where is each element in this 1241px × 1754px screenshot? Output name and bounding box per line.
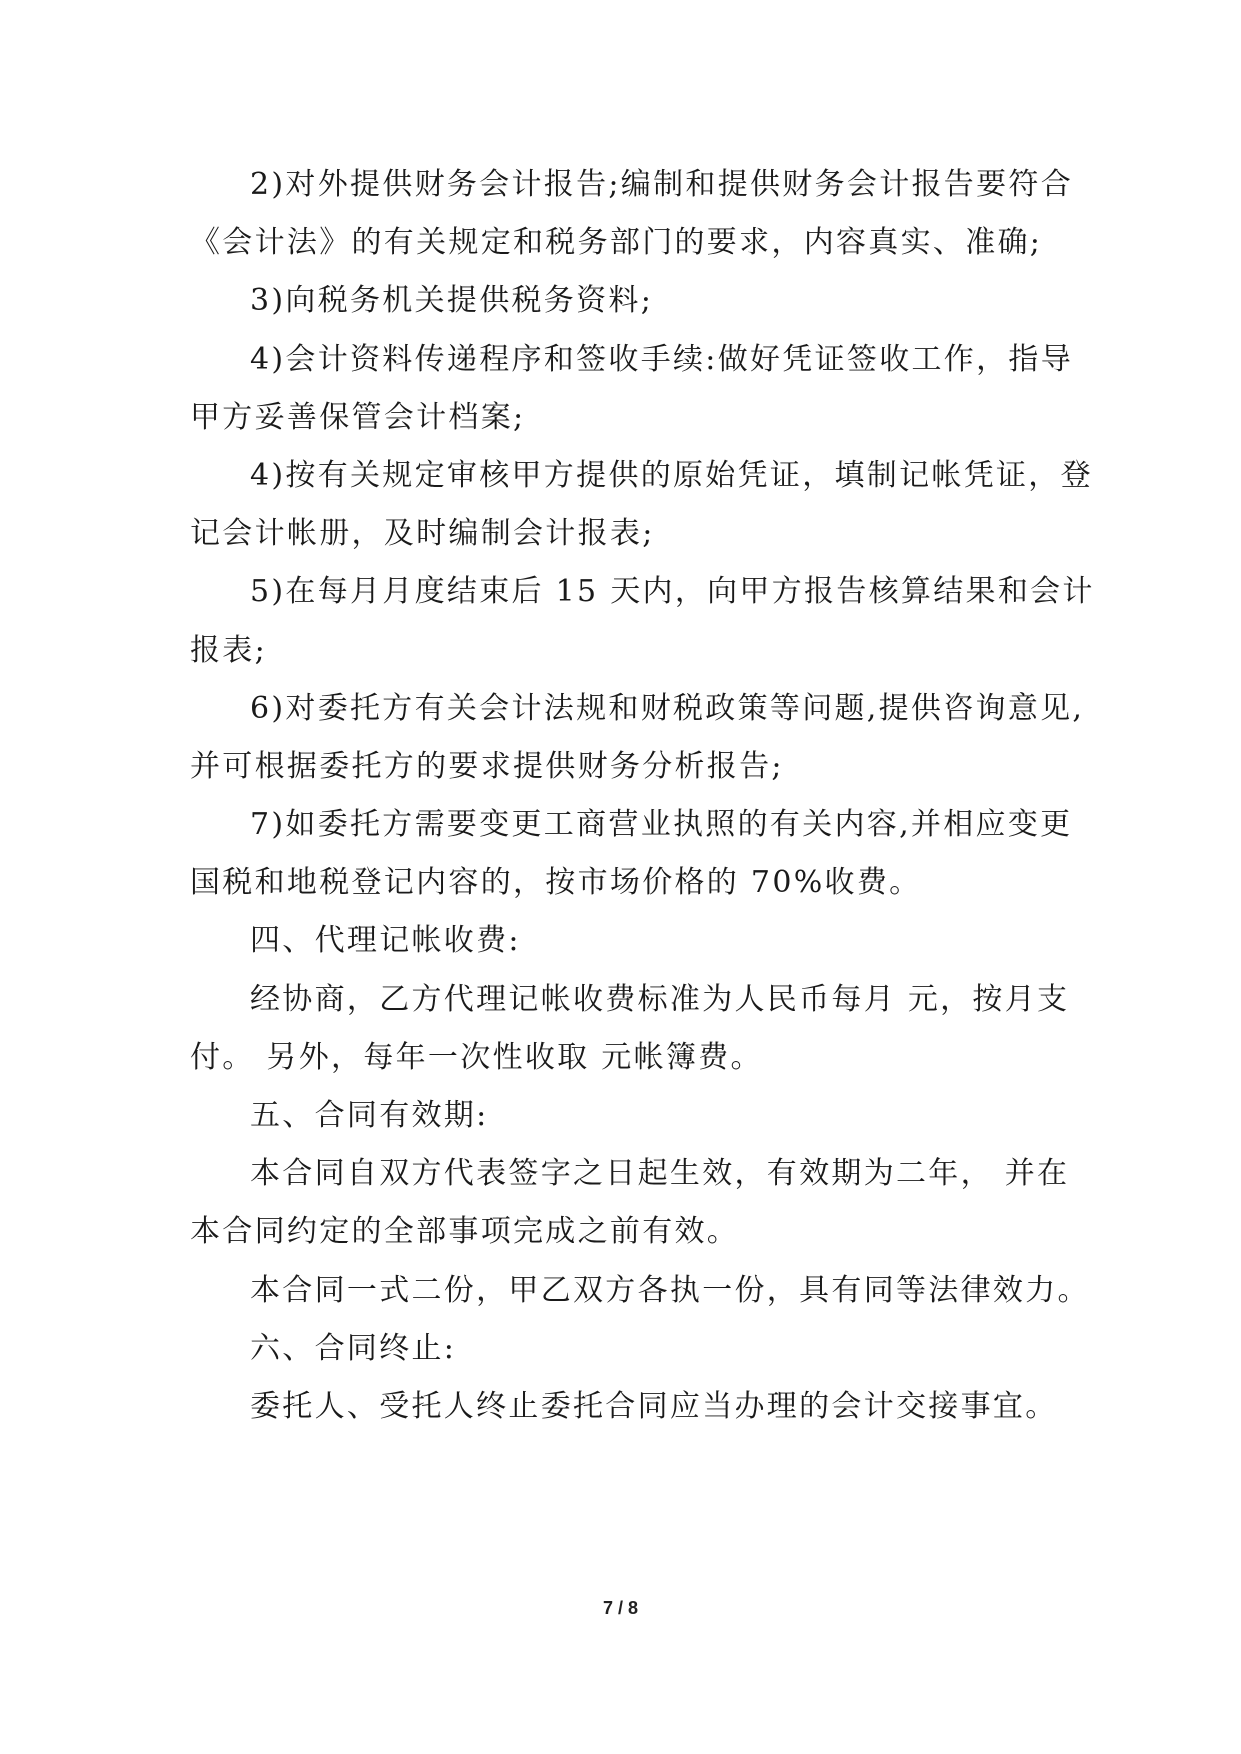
text-line: 《会计法》的有关规定和税务部门的要求，内容真实、准确; bbox=[190, 225, 1043, 261]
text-line: 4)会计资料传递程序和签收手续:做好凭证签收工作，指导 bbox=[250, 341, 1073, 377]
text-line: 本合同自双方代表签字之日起生效，有效期为二年， 并在 bbox=[250, 1156, 1070, 1192]
text-line: 记会计帐册，及时编制会计报表; bbox=[190, 516, 655, 552]
text-line: 本合同一式二份，甲乙双方各执一份，具有同等法律效力。 bbox=[250, 1272, 1090, 1308]
section-heading: 五、合同有效期: bbox=[250, 1098, 489, 1133]
page-number: 7 / 8 bbox=[602, 1598, 639, 1618]
text-line: 并可根据委托方的要求提供财务分析报告; bbox=[190, 748, 784, 784]
text-line: 3)向税务机关提供税务资料; bbox=[250, 283, 654, 319]
text-line: 付。 另外，每年一次性收取 元帐簿费。 bbox=[190, 1039, 763, 1075]
text-line: 6)对委托方有关会计法规和财税政策等问题,提供咨询意见, bbox=[250, 690, 1085, 726]
text-line: 本合同约定的全部事项完成之前有效。 bbox=[190, 1214, 740, 1250]
text-line: 经协商，乙方代理记帐收费标准为人民币每月 元，按月支 bbox=[250, 981, 1070, 1017]
document-body bbox=[190, 156, 1095, 1436]
section-heading: 六、合同终止: bbox=[250, 1330, 457, 1366]
text-line: 委托人、受托人终止委托合同应当办理的会计交接事宜。 bbox=[250, 1388, 1058, 1424]
text-line: 4)按有关规定审核甲方提供的原始凭证，填制记帐凭证，登 bbox=[250, 457, 1093, 493]
text-line: 7)如委托方需要变更工商营业执照的有关内容,并相应变更 bbox=[250, 807, 1073, 843]
text-line: 5)在每月月度结束后 15 天内，向甲方报告核算结果和会计 bbox=[250, 574, 1095, 610]
text-line: 国税和地税登记内容的，按市场价格的 70%收费。 bbox=[190, 865, 922, 901]
section-heading: 四、代理记帐收费: bbox=[250, 923, 521, 959]
text-line: 甲方妥善保管会计档案; bbox=[190, 399, 526, 435]
text-line: 报表; bbox=[190, 632, 268, 668]
text-line: 2)对外提供财务会计报告;编制和提供财务会计报告要符合 bbox=[250, 167, 1073, 202]
